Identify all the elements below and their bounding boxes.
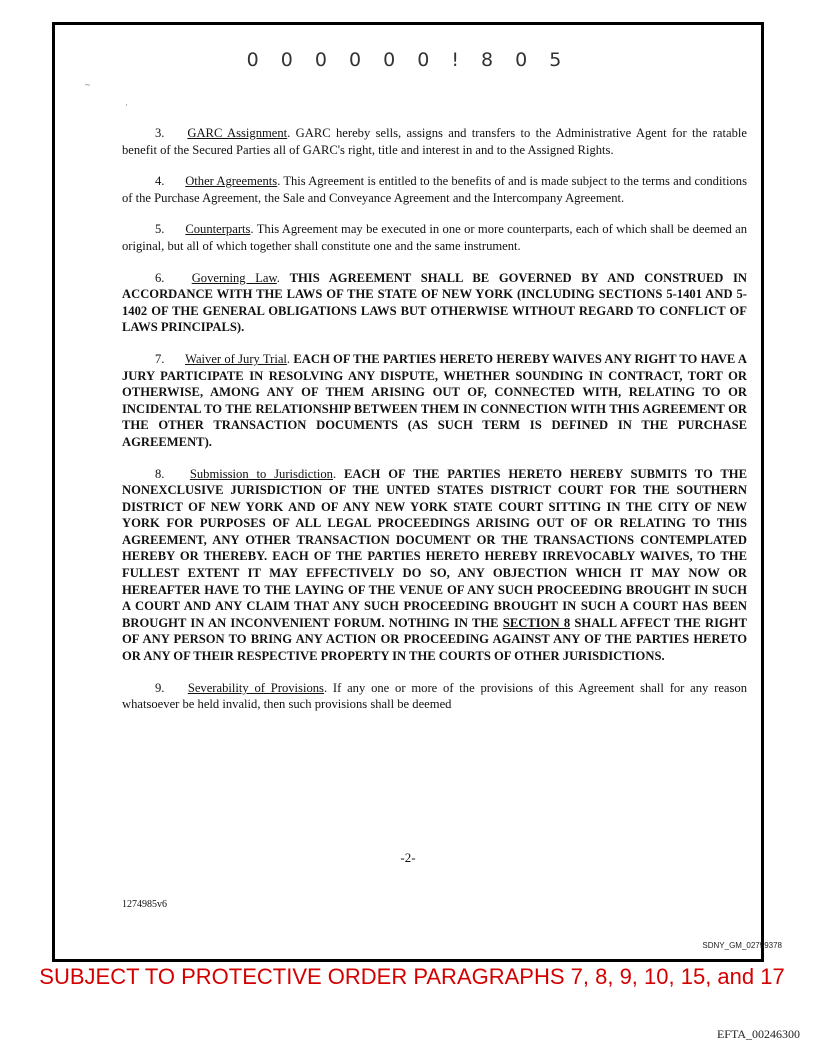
paragraph-heading: GARC Assignment <box>187 126 288 140</box>
paragraph-text: If any one or more of the provisions of this Agreement shall for any reason whatsoever be held invalid, then such provisions shall be deemed <box>122 680 748 712</box>
paragraph-number: 9. <box>155 680 165 695</box>
paragraph-heading: Waiver of Jury Trial <box>185 351 287 366</box>
paragraph-heading: Submission to Jurisdiction <box>189 466 333 481</box>
paragraph-7: 7. Waiver of Jury Trial. EACH OF THE PARTIES HERETO HEREBY WAIVES ANY RIGHT TO HAVE A JURY PARTICIPATE IN RESOLVING ANY DISPUTE, WHETHER SOUNDING IN CONTRACT, TORT OR OTHERWISE, AMONG ANY OF THEM ARISING OUT OF, CONNECTED WITH, RELATING TO OR INCIDENTAL TO THE RELATIONSHIP BETWEEN THEM IN CONNECTION WITH THIS AGREEMENT OR THE OTHER TRANSACTION DOCUMENTS (AS SUCH TERM IS DEFINED IN THE PURCHASE AGREEMENT). <box>122 351 748 449</box>
paragraph-text: EACH OF THE PARTIES HERETO HEREBY WAIVES ANY RIGHT TO HAVE A JURY PARTICIPATE IN RESOLVING ANY DISPUTE, WHETHER SOUNDING IN CONTRACT, TORT OR OTHERWISE, AMONG ANY OF THEM ARISING OUT OF, CONNECTED WITH, RELATING TO OR INCIDENTAL TO THE RELATIONSHIP BETWEEN THEM IN CONNECTION WITH THIS AGREEMENT OR THE OTHER TRANSACTION DOCUMENTS (AS SUCH TERM IS DEFINED IN THE PURCHASE AGREEMENT). <box>122 351 748 449</box>
paragraph-6: 6. Governing Law. THIS AGREEMENT SHALL BE GOVERNED BY AND CONSTRUED IN ACCORDANCE WITH THE LAWS OF THE STATE OF NEW YORK (INCLUDING SECTIONS 5-1401 AND 5-1402 OF THE GENERAL OBLIGATIONS LAWS BUT OTHERWISE WITHOUT REGARD TO CONFLICT OF LAWS PRINCIPALS). <box>122 270 747 335</box>
document-page <box>52 22 764 962</box>
paragraph-heading: Severability of Provisions <box>187 680 324 695</box>
paragraph-heading: Counterparts <box>185 222 251 237</box>
protective-order-notice: SUBJECT TO PROTECTIVE ORDER PARAGRAPHS 7, 8, 9, 10, 15, and 17 <box>39 964 785 989</box>
document-id: 1274985v6 <box>122 899 167 910</box>
bates-number: SDNY_GM_02759378 <box>702 941 782 950</box>
document-body <box>122 125 747 728</box>
efta-number: EFTA_00246300 <box>716 1027 800 1041</box>
section-reference: SECTION 8 <box>502 615 571 630</box>
paragraph-text: This Agreement is entitled to the benefits of and is made subject to the terms and conditions of the Purchase Agreement, the Sale and Conveyance Agreement and the Intercompany Agreement. <box>122 174 747 205</box>
paragraph-number: 6. <box>155 270 165 285</box>
paragraph-number: 4. <box>155 174 165 189</box>
paragraph-8: 8. Submission to Jurisdiction. EACH OF THE PARTIES HERETO HEREBY SUBMITS TO THE NONEXCLUSIVE JURISDICTION OF THE UNTED STATES DISTRICT COURT FOR THE SOUTHERN DISTRICT OF NEW YORK AND OF ANY NEW YORK STATE COURT SITTING IN THE CITY OF NEW YORK FOR PURPOSES OF ALL LEGAL PROCEEDINGS ARISING OUT OF OR RELATING TO THIS AGREEMENT, ANY OTHER TRANSACTION DOCUMENT OR THE TRANSACTIONS CONTEMPLATED HEREBY OR THEREBY. EACH OF THE PARTIES HERETO HEREBY IRREVOCABLY WAIVES, TO THE FULLEST EXTENT IT MAY EFFECTIVELY DO SO, ANY OBJECTION WHICH IT MAY NOW OR HEREAFTER HAVE TO THE LAYING OF THE VENUE OF ANY SUCH PROCEEDING BROUGHT IN SUCH A COURT AND ANY CLAIM THAT ANY SUCH PROCEEDING BROUGHT IN SUCH A COURT HAS BEEN BROUGHT IN AN INCONVENIENT FORUM. NOTHING IN THE SECTION 8 SHALL AFFECT THE RIGHT OF ANY PERSON TO BRING ANY ACTION OR PROCEEDING AGAINST ANY OF THE PARTIES HERETO OR ANY OF THEIR RESPECTIVE PROPERTY IN THE COURTS OF OTHER JURISDICTIONS. <box>122 466 747 664</box>
paragraph-number: 7. <box>155 351 165 366</box>
paragraph-3: 3. GARC Assignment. GARC hereby sells, assigns and transfers to the Administrative Agent for the ratable benefit of the Secured Parties all of GARC's right, title and interest in and to the Assigned Rights. <box>122 126 747 157</box>
paragraph-number: 5. <box>155 222 165 237</box>
scan-speck: · <box>125 100 128 110</box>
paragraph-heading: Other Agreements <box>185 174 278 189</box>
paragraph-heading: Governing Law <box>191 270 277 285</box>
paragraph-text: EACH OF THE PARTIES HERETO HEREBY SUBMITS TO THE NONEXCLUSIVE JURISDICTION OF THE UNTED STATES DISTRICT COURT FOR THE SOUTHERN DISTRICT OF NEW YORK AND OF ANY NEW YORK STATE COURT SITTING IN THE CITY OF NEW YORK FOR PURPOSES OF ALL LEGAL PROCEEDINGS ARISING OUT OF OR RELATING TO THIS AGREEMENT, ANY OTHER TRANSACTION DOCUMENT OR THE TRANSACTIONS CONTEMPLATED HEREBY OR THEREBY. EACH OF THE PARTIES HERETO HEREBY IRREVOCABLY WAIVES, TO THE FULLEST EXTENT IT MAY EFFECTIVELY DO SO, ANY OBJECTION WHICH IT MAY NOW OR HEREAFTER HAVE TO THE LAYING OF THE VENUE OF ANY SUCH PROCEEDING BROUGHT IN SUCH A COURT AND ANY CLAIM THAT ANY SUCH PROCEEDING BROUGHT IN SUCH A COURT HAS BEEN BROUGHT IN AN INCONVENIENT FORUM. NOTHING IN THE <box>122 466 747 630</box>
scan-speck: ~ <box>85 80 90 90</box>
paragraph-text: SHALL AFFECT THE RIGHT OF ANY PERSON TO BRING ANY ACTION OR PROCEEDING AGAINST ANY OF THE PARTIES HERETO OR ANY OF THEIR RESPECTIVE PROPERTY IN THE COURTS OF OTHER JURISDICTIONS. <box>122 615 747 664</box>
paragraph-text: This Agreement may be executed in one or more counterparts, each of which shall be deemed an original, but all of which together shall constitute one and the same instrument. <box>122 222 748 253</box>
paragraph-number: 3. <box>155 126 165 140</box>
paragraph-text: GARC hereby sells, assigns and transfers to the Administrative Agent for the ratable benefit of the Secured Parties all of GARC's right, title and interest in and to the Assigned Rights. <box>122 126 747 157</box>
paragraph-5: 5. Counterparts. This Agreement may be executed in one or more counterparts, each of which shall be deemed an original, but all of which together shall constitute one and the same instrument. <box>122 222 748 253</box>
paragraph-text: THIS AGREEMENT SHALL BE GOVERNED BY AND CONSTRUED IN ACCORDANCE WITH THE LAWS OF THE STATE OF NEW YORK (INCLUDING SECTIONS 5-1401 AND 5-1402 OF THE GENERAL OBLIGATIONS LAWS BUT OTHERWISE WITHOUT REGARD TO CONFLICT OF LAWS PRINCIPALS). <box>122 270 747 335</box>
paragraph-number: 8. <box>155 466 165 481</box>
paragraph-9: 9. Severability of Provisions. If any one or more of the provisions of this Agreement shall for any reason whatsoever be held invalid, then such provisions shall be deemed <box>122 680 748 712</box>
page-number: -2- <box>400 850 416 865</box>
paragraph-4: 4. Other Agreements. This Agreement is entitled to the benefits of and is made subject to the terms and conditions of the Purchase Agreement, the Sale and Conveyance Agreement and the Intercompany Agreement. <box>122 174 747 205</box>
header-stamp: 0 0 0 0 0 0 ! 8 0 5 <box>246 49 570 71</box>
